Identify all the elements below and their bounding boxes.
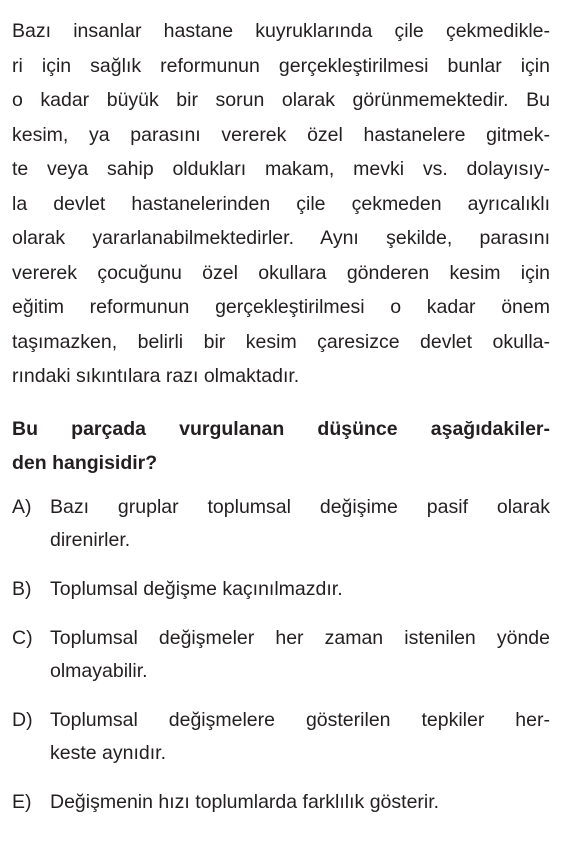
passage-line: rındaki sıkıntılara razı olmaktadır. <box>12 365 300 387</box>
passage-line: olarak yararlanabilmektedirler. Aynı şekilde, parasını <box>12 227 550 249</box>
option-line: keste aynıdır. <box>50 741 166 764</box>
reading-passage <box>12 14 550 394</box>
passage-line: Bazı insanlar hastane kuyruklarında çile çekmedikle- <box>12 20 550 42</box>
passage-line: te veya sahip oldukları makam, mevki vs. dolayısıy- <box>12 158 550 180</box>
option-a[interactable] <box>12 491 550 557</box>
question-line: den hangisidir? <box>12 452 158 474</box>
option-text <box>50 622 550 688</box>
answer-options <box>12 491 550 819</box>
option-letter: C) <box>12 626 33 649</box>
option-letter: D) <box>12 708 33 731</box>
passage-line: la devlet hastanelerinden çile çekmeden ayrıcalıklı <box>12 192 550 215</box>
option-letter: A) <box>12 495 32 518</box>
passage-line: ri için sağlık reformunun gerçekleştirilmesi bunlar için <box>12 54 550 77</box>
option-b[interactable] <box>12 573 550 606</box>
option-text <box>50 491 550 557</box>
option-line: direnirler. <box>50 528 131 551</box>
option-text <box>50 704 550 770</box>
option-d[interactable] <box>12 704 550 770</box>
option-text <box>50 786 550 819</box>
passage-line: vererek çocuğunu özel okullara gönderen kesim için <box>12 261 550 284</box>
option-e[interactable] <box>12 786 550 819</box>
option-line: olmayabilir. <box>50 659 148 682</box>
question-page <box>12 14 550 835</box>
option-letter: E) <box>12 790 32 813</box>
option-letter: B) <box>12 577 32 600</box>
option-line: Toplumsal değişmeler her zaman istenilen yönde <box>50 626 550 649</box>
option-text <box>50 573 550 606</box>
option-line: Bazı gruplar toplumsal değişime pasif olarak <box>50 495 550 518</box>
passage-line: eğitim reformunun gerçekleştirilmesi o kadar önem <box>12 296 550 318</box>
option-line: Değişmenin hızı toplumlarda farklılık gösterir. <box>50 790 440 813</box>
option-line: Toplumsal değişmelere gösterilen tepkiler her- <box>50 708 550 731</box>
option-c[interactable] <box>12 622 550 688</box>
question-line: Bu parçada vurgulanan düşünce aşağıdakiler- <box>12 417 550 440</box>
passage-line: kesim, ya parasını vererek özel hastanelere gitmek- <box>12 123 550 146</box>
passage-line: o kadar büyük bir sorun olarak görünmemektedir. Bu <box>12 89 550 111</box>
question-stem <box>12 412 550 481</box>
option-line: Toplumsal değişme kaçınılmazdır. <box>50 577 343 600</box>
passage-line: taşımazken, belirli bir kesim çaresizce devlet okulla- <box>12 330 550 353</box>
